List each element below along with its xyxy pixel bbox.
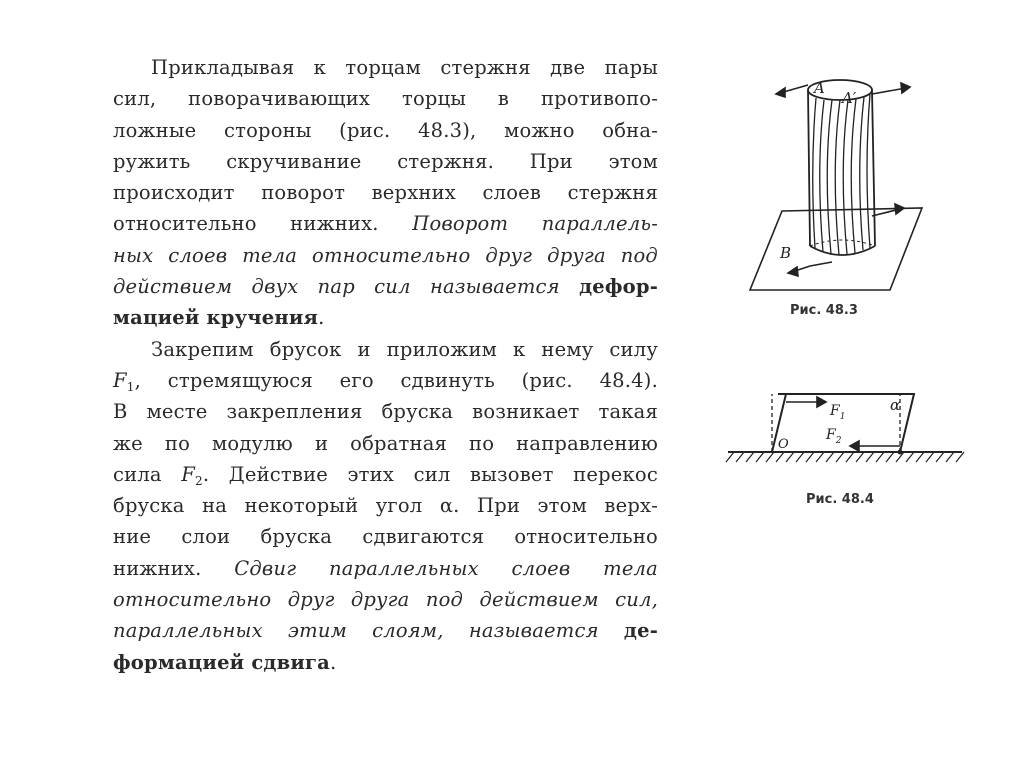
force-subscript: 1 [126,379,135,394]
definition-text: Сдвиг параллельных слоев тела [234,556,658,580]
text-line [113,208,658,239]
text-line: Закрепим брусок и приложим к нему силу [151,337,658,361]
ground-surface [726,452,964,462]
text-span: сила [113,462,162,486]
definition-text: действием двух пар сил называется [113,275,560,299]
text-line: ложные стороны (рис. 48.3), можно обна- [113,118,658,142]
text-line: же по модулю и обратная по направлению [113,431,658,455]
term-text: дефор- [579,275,658,299]
definition-text: ных слоев тела относительно друг друга под [113,243,658,267]
text-line: бруска на некоторый угол α. При этом верх- [113,494,658,518]
term-text: формацией сдвига [113,650,330,674]
label-alpha: α [890,396,901,414]
text-line: Прикладывая к торцам стержня две пары [151,56,658,79]
text-line: ружить скручивание стержня. При этом [113,149,658,173]
label-f2: $F_2$ [826,427,842,446]
text-line [113,365,658,396]
figure-caption-48-4: Рис. 48.4 [806,492,874,507]
label-o: O [778,437,789,452]
definition-text: Поворот параллель- [412,212,658,236]
force-subscript: 2 [195,473,203,488]
text-line [113,615,658,646]
text-line: В месте закрепления бруска возникает такая [113,400,658,424]
text-line [113,302,658,333]
label-b: B [780,244,792,262]
text-line: происходит поворот верхних слоев стержня [113,181,658,205]
figure-torsion-cylinder [740,68,940,298]
force-f1-arrow [786,397,826,407]
text-span: . [318,306,325,330]
text-column [113,52,658,678]
text-line: ние слои бруска сдвигаются относительно [113,525,658,549]
text-line [113,271,658,302]
text-line [113,553,658,584]
text-span: относительно нижних. [113,212,379,236]
text-span: нижних. [113,556,202,580]
force-f2-arrow [850,441,900,451]
force-symbol: F [113,368,127,392]
figure-shear-block [722,384,968,480]
text-line: сил, поворачивающих торцы в противопо- [113,87,658,111]
figure-caption-48-3: Рис. 48.3 [790,303,858,318]
text-line [113,584,658,615]
text-span: . Действие этих сил вызовет перекос [202,462,658,486]
text-line [113,459,658,490]
term-text: де- [623,619,658,643]
term-text: мацией кручения [113,306,319,330]
force-symbol: F [181,462,196,486]
text-line [113,240,658,271]
label-f1: $F_1$ [830,403,846,422]
text-span: , стремящуюся его сдвинуть (рис. 48.4). [134,368,658,392]
text-line [113,647,658,678]
text-span: . [330,650,337,674]
label-a-prime: A′ [842,89,857,107]
definition-text: относительно друг друга под действием сил, [113,588,658,612]
label-a: A [814,79,825,97]
definition-text: параллельных этим слоям, называется [113,619,599,643]
